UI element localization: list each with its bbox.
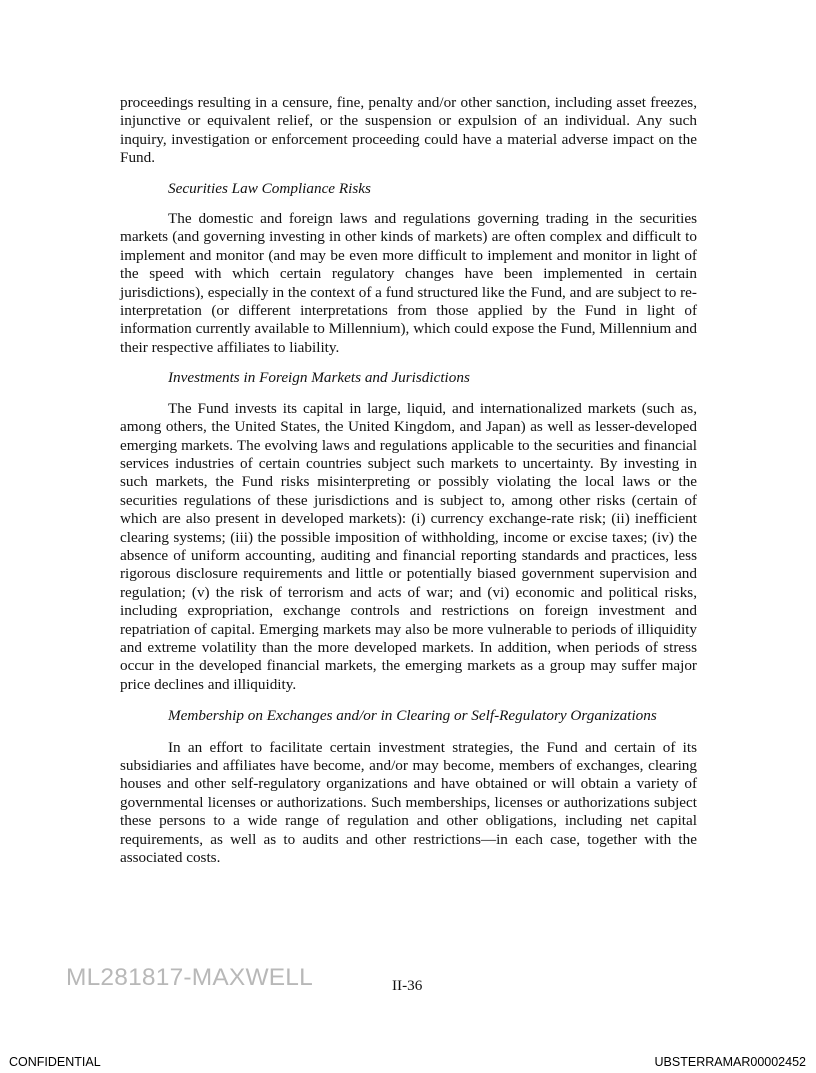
bates-watermark: ML281817-MAXWELL xyxy=(66,964,313,991)
heading-membership-exchanges: Membership on Exchanges and/or in Clearing or Self-Regulatory Organizations xyxy=(168,707,657,725)
paragraph-foreign-markets: The Fund invests its capital in large, liquid, and internationalized markets (such as, among others, the United States, the United Kingdom, and Japan) as well as lesser-developed emerging markets. The evolving laws and regulations applicable to the securities and financial services industries of certain countries subject such markets to uncertainty. By investing in such markets, the Fund risks misinterpreting or possibly violating the local laws or the securities regulations of these jurisdictions and is subject to, among other risks (certain of which are also present in developed markets): (i) currency exchange-rate risk; (ii) inefficient clearing systems; (iii) the possible imposition of withholding, income or excise taxes; (iv) the absence of uniform accounting, auditing and financial reporting standards and practices, less rigorous disclosure requirements and little or potentially biased government supervision and regulation; (v) the risk of terrorism and acts of war; and (vi) economic and political risks, including expropriation, exchange controls and restrictions on foreign investment and repatriation of capital. Emerging markets may also be more vulnerable to periods of illiquidity and extreme volatility than the more developed markets. In addition, when periods of stress occur in the developed financial markets, the emerging markets as a group may suffer major price declines and illiquidity. xyxy=(120,399,697,693)
heading-securities-law-compliance-risks: Securities Law Compliance Risks xyxy=(168,179,371,197)
paragraph-membership: In an effort to facilitate certain investment strategies, the Fund and certain of its subsidiaries and affiliates have become, and/or may become, members of exchanges, clearing houses and other self-regulatory organizations and have obtained or will obtain a variety of governmental licenses or authorizations. Such memberships, licenses or authorizations subject these persons to a wide range of regulation and other obligations, including net capital requirements, as well as to audits and other restrictions—in each case, together with the associated costs. xyxy=(120,738,697,867)
confidential-label: CONFIDENTIAL xyxy=(9,1055,101,1069)
paragraph-securities-law: The domestic and foreign laws and regulations governing trading in the securities markets (and governing investing in other kinds of markets) are often complex and difficult to implement and monitor (and may be even more difficult to implement and monitor in light of the speed with which certain regulatory changes have been implemented in certain jurisdictions), especially in the context of a fund structured like the Fund, and are subject to re-interpretation (or different interpretations from those applied by the Fund in light of information currently available to Millennium), which could expose the Fund, Millennium and their respective affiliates to liability. xyxy=(120,210,697,356)
document-body xyxy=(120,94,697,867)
paragraph-continuation: proceedings resulting in a censure, fine, penalty and/or other sanction, including asset freezes, injunctive or equivalent relief, or the suspension or expulsion of an individual. Any such inquiry, investigation or enforcement proceeding could have a material adverse impact on the Fund. xyxy=(120,94,697,167)
page-number: II-36 xyxy=(392,977,423,994)
heading-investments-foreign-markets: Investments in Foreign Markets and Jurisdictions xyxy=(168,369,470,387)
production-id: UBSTERRAMAR00002452 xyxy=(654,1055,806,1069)
